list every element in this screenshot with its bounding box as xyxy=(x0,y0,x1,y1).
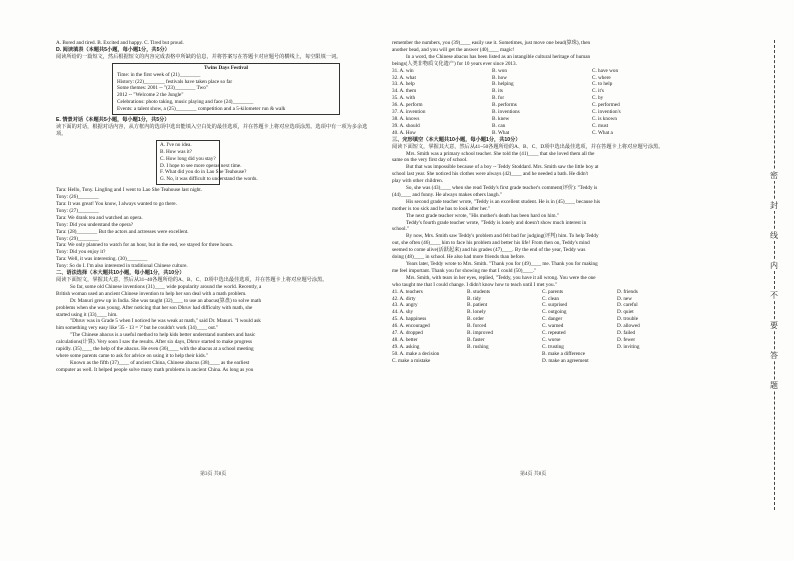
dialogue-line: Tara: Well, it was interesting. (30)________ xyxy=(56,256,148,263)
option-item: A. I've no idea. xyxy=(160,141,192,148)
dialogue-line: Tony: Did you enjoy it? xyxy=(56,249,106,256)
option-d: D. new xyxy=(617,295,632,302)
option-b: B. for xyxy=(492,95,505,102)
option-c: C. by xyxy=(592,95,604,102)
option-c: C. surprised xyxy=(542,302,568,309)
table-row: Celebrations: photo taking, music playing and face (24)________ xyxy=(117,99,254,106)
passage-line: Mrs. Smith, with tears in her eyes, replied, "Teddy, you have it all wrong. You were the one xyxy=(406,274,596,281)
option-b: B. rushing xyxy=(467,343,489,350)
option-d: D. allowed xyxy=(617,323,640,330)
table-row: History: (22)________ festivals have taken place so far xyxy=(117,78,233,85)
passage-line: same on the very first day of school. xyxy=(392,157,468,164)
option-b: B. knew xyxy=(492,115,510,122)
dialogue-line: Tony: Did you understand the opera? xyxy=(56,221,133,228)
option-c: C. is known xyxy=(592,115,617,122)
passage-line: "Dhruv was in Grade 5 when I noticed he was weak at math," said Dr. Manuri. "I would ask xyxy=(70,318,261,325)
option-a: 37. A. invention xyxy=(392,109,426,116)
option-b: B. lonely xyxy=(467,309,487,316)
passage-line: problems when she was young. After noticing that her son Dhruv had difficulty with math, she xyxy=(56,304,253,311)
section-e-heading: E. 情景对话（本题共5小题，每小题1分，共5分） xyxy=(56,117,170,124)
table-row: 2012 -- "Welcome 2 the Jungle" xyxy=(117,92,184,99)
binding-margin xyxy=(764,40,786,510)
option-row xyxy=(392,330,692,337)
right-page-footer: 第4页 共8页 xyxy=(520,472,547,477)
dialogue-line: Tara: We only planned to watch for an hour, but in the end, we stayed for three hours. xyxy=(56,242,234,249)
options-41-50 xyxy=(392,289,692,365)
option-c: C. worse xyxy=(542,336,561,343)
option-c: C. warned xyxy=(542,323,564,330)
passage-line: school." xyxy=(392,226,409,233)
options-31-40 xyxy=(392,68,692,137)
seal-char: 线 xyxy=(770,231,778,240)
dialogue-options-box xyxy=(156,140,258,185)
option-row xyxy=(392,123,692,130)
option-b: B. improved xyxy=(467,330,493,337)
option-b: B. faster xyxy=(467,336,485,343)
passage-line: So far, some old Chinese inventions (31)____ wide popularity around the world. Recently, a xyxy=(70,283,262,290)
option-item: F. What did you do in Lao She Teahouse? xyxy=(160,169,247,176)
option-d: D. inviting xyxy=(617,343,640,350)
option-a: 48. A. better xyxy=(392,336,418,343)
passage-line: where some parents came to ask for advice on using it to help their kids." xyxy=(56,352,209,359)
passage-line: Teddy's fourth grade teacher wrote, "Teddy is lonely and doesn't show much interest in xyxy=(406,219,587,226)
option-d: D. friends xyxy=(617,288,638,295)
option-row xyxy=(392,351,692,358)
option-d: D. failed xyxy=(617,330,636,337)
passage-line: Years later, Teddy wrote to Mrs. Smith. "Thank you for (49)____ me. Thank you for making xyxy=(406,261,598,267)
option-a: 41. A. teachers xyxy=(392,288,423,295)
passage-line: seemed to come alive(活跃起来) and his grades (47)____. By the end of the year, Teddy was xyxy=(392,247,586,254)
option-row xyxy=(392,323,692,330)
left-page-footer: 第3页 共8页 xyxy=(200,472,227,477)
option-a: 42. A. dirty xyxy=(392,295,416,302)
option-b: B. performs xyxy=(492,102,517,109)
passage-line: school last year. She noticed his clothes were always (42)____ and he needed a bath. He didn't xyxy=(392,171,588,178)
option-item: C. How long did you stay? xyxy=(160,155,216,162)
passage-line: another bead, and you will get the answer (40)____ magic! xyxy=(392,46,515,53)
option-a: 35. A. with xyxy=(392,95,416,102)
section-3-instructions: 阅读下面短文，掌握其大意，然后从41~50各题所给的A、B、C、D项中选出最佳选项，并在答题卡上将对应题号涂黑。 xyxy=(392,143,664,150)
option-c: C. must xyxy=(592,122,609,129)
option-row xyxy=(392,81,692,88)
option-item: B. How was it? xyxy=(160,148,192,155)
seal-char: 密 xyxy=(770,171,778,180)
option-row xyxy=(392,116,692,123)
seal-char: 答 xyxy=(770,351,778,360)
passage-line: In a word, the Chinese abacus has been listed as an intangible cultural heritage of human xyxy=(406,53,591,60)
passage-line: (44)____ and funny. He always makes others laugh." xyxy=(392,191,502,198)
option-b: B. forced xyxy=(467,323,487,330)
option-row xyxy=(392,337,692,344)
passage-line: His second grade teacher wrote, "Teddy is an excellent student. He is in (45)____ because his xyxy=(406,198,601,205)
option-row xyxy=(392,95,692,102)
option-a: 40. A. How xyxy=(392,129,416,136)
passage-line: me feel important. Thank you for showing me that I could (50)____." xyxy=(392,267,537,274)
option-b: B. inventions xyxy=(492,109,520,116)
option-a: 38. A. knows xyxy=(392,115,420,122)
option-c: C. outgoing xyxy=(542,309,567,316)
option-item: D. I hope to see more operas next time. xyxy=(160,162,242,169)
passage-line: Known as the fifth (37)____ of ancient China, Chinese abacus (38)____ as the earliest xyxy=(70,359,250,366)
option-c: C. What a xyxy=(592,129,613,136)
passage-line: "The Chinese abacus is a useful method to help kids better understand numbers and basic xyxy=(70,332,256,339)
option-a: 46. A. encouraged xyxy=(392,323,430,330)
section-e-instructions: 读下面的对话，根据对话内容，从方框内的选项中选出能填入空白处的最佳选项，并在答题卡上将对应选项涂黑。选项中有一项为多余选项。 xyxy=(56,123,368,137)
passage-line: remember the numbers, you (39)____ easily use it. Sometimes, just move one bead(算珠), then xyxy=(392,40,591,46)
passage-line: So, she was (43)____ when she read Teddy's first grade teacher's comment(评价): "Teddy is xyxy=(406,185,598,192)
option-a: 43. A. angry xyxy=(392,302,418,309)
option-row xyxy=(392,309,692,316)
dialogue-line: Tony: (26)________ xyxy=(56,194,99,201)
option-d: D. quiet xyxy=(617,309,634,316)
festival-table xyxy=(112,63,340,115)
option-c: C. to help xyxy=(592,81,613,88)
option-item: G. No, it was difficult to understand the words. xyxy=(160,176,258,183)
table-title: Twins Days Festival xyxy=(204,64,248,71)
dialogue-line: Tony: So do I. I'm also interested in traditional Chinese culture. xyxy=(56,263,188,270)
section-2-instructions: 阅读下面短文，掌握其大意，然后从31~40各题所给的A、B、C、D项中选出最佳选项，并在答题卡上将对应题号涂黑。 xyxy=(56,277,328,283)
passage-line: Dr. Manuri grew up in India. She was taught (32)____ to use an abacus(算盘) to solve math xyxy=(70,297,262,304)
table-row: Time: in the first week of (21)________ xyxy=(117,71,201,78)
option-row xyxy=(392,130,692,137)
option-a: 49. A. asking xyxy=(392,343,420,350)
option-b: B. students xyxy=(467,288,491,295)
option-b: B. What xyxy=(492,129,510,136)
passage-line: computer as well. It helped people solve many math problems in ancient China. As long as you xyxy=(56,366,254,373)
option-a: 50. A. make a decision xyxy=(392,350,440,357)
option-d: D. trouble xyxy=(617,316,639,323)
option-b: B. helping xyxy=(492,81,514,88)
option-b: B. order xyxy=(467,316,484,323)
option-b: B. make a difference xyxy=(542,350,586,357)
dialogue xyxy=(56,187,370,270)
left-column xyxy=(56,40,370,374)
option-c: C. have won xyxy=(592,67,619,74)
option-b: B. can xyxy=(492,122,506,129)
option-row xyxy=(392,88,692,95)
right-column xyxy=(392,40,692,365)
option-row xyxy=(392,302,692,309)
option-c: C. invention's xyxy=(592,109,621,116)
option-row xyxy=(392,316,692,323)
dialogue-line: Tony: (29)________ xyxy=(56,235,99,242)
option-row xyxy=(392,358,692,365)
passage-line: By now, Mrs. Smith saw Teddy's problem and felt bad for judging(评判) him. To help Teddy xyxy=(406,233,599,240)
option-a: 44. A. shy xyxy=(392,309,414,316)
seal-char: 内 xyxy=(770,261,778,270)
table-row: Some themes: 2001 -- "(23)________ Two" xyxy=(117,85,208,92)
option-c: C. make a mistake xyxy=(392,357,431,364)
option-a: 36. A. perform xyxy=(392,102,423,109)
section-2-heading: 二、语法选择（本大题共10小题，每小题1分，共10分） xyxy=(56,270,185,277)
option-a: 32. A. what xyxy=(392,74,416,81)
option-d: D. make an agreement xyxy=(542,357,589,364)
passage-line: started using it (33)____ him. xyxy=(56,311,118,318)
passage-line: play with other children. xyxy=(392,178,443,185)
option-row xyxy=(392,289,692,296)
answer-options-line: A. Bored and tired. B. Excited and happy. C. Tired but proud. xyxy=(56,40,184,46)
seal-char: 题 xyxy=(770,381,778,390)
passage-line: rapidly. (35)____ the help of the abacus. He even (36)____ with the abacus at a school meeting xyxy=(56,346,254,353)
option-a: 47. A. dropped xyxy=(392,330,423,337)
passage-line: mother is too sick and he has to look after her." xyxy=(392,205,490,212)
dialogue-line: Tony: (27)________ xyxy=(56,207,99,214)
section-3-heading: 三、完形填空（本大题共10小题，每小题1分，共10分） xyxy=(392,136,521,143)
dialogue-line: Tara: Hello, Tony. Lingling and I went to Lao She Teahouse last night. xyxy=(56,187,203,194)
table-row: Events: a talent show, a (25)________ competition and a 5-kilometer run & walk xyxy=(117,106,286,113)
seal-char: 要 xyxy=(770,321,778,330)
option-row xyxy=(392,102,692,109)
option-a: 31. A. win xyxy=(392,67,414,74)
option-c: C. repeated xyxy=(542,330,566,337)
section-d-instructions: 阅读所给的一篇短文，然后根据短文的内容完成表格中所缺的信息，并将答案写在答题卡对应题号的横线上，每空限填一词。 xyxy=(56,53,342,60)
passage-line: beings(人类非物质文化遗产) for 10 years ever since 2013. xyxy=(392,60,517,67)
option-row xyxy=(392,296,692,303)
passage-line: British woman used an ancient Chinese invention to help her son deal with a math problem. xyxy=(56,290,247,297)
option-c: C. danger xyxy=(542,316,563,323)
seal-char: 不 xyxy=(770,291,778,300)
option-a: 33. A. help xyxy=(392,81,415,88)
option-b: B. tidy xyxy=(467,295,482,302)
passage-line: But that was impossible because of a boy -- Teddy Stoddard. Mrs. Smith saw the little boy at xyxy=(406,164,599,171)
grammar-passage xyxy=(56,284,370,374)
dialogue-line: Tara: (28)________ But the actors and actresses were excellent. xyxy=(56,228,189,235)
passage-line: The next grade teacher wrote, "His mother's death has been hard on him." xyxy=(406,212,559,219)
option-a: 39. A. should xyxy=(392,122,420,129)
option-row xyxy=(392,75,692,82)
option-b: B. how xyxy=(492,74,507,81)
option-row xyxy=(392,109,692,116)
dialogue-line: Tara: It was great! You know, I always wanted to go there. xyxy=(56,201,177,208)
cloze-passage xyxy=(392,151,692,289)
option-c: C. trusting xyxy=(542,343,564,350)
passage-line: calculations(计算). Very soon I saw the results. After six days, Dhruv started to make progress xyxy=(56,339,252,346)
option-c: C. performed xyxy=(592,102,620,109)
option-c: C. where xyxy=(592,74,611,81)
option-a: 45. A. happiness xyxy=(392,316,427,323)
passage-line: Mrs. Smith was a primary school teacher. She told the (41)____ that she loved them all the xyxy=(406,150,595,157)
passage-line: who taught me that I could change. I didn't know how to teach until I met you." xyxy=(392,281,557,288)
seal-char: 封 xyxy=(770,201,778,210)
option-b: B. its xyxy=(492,88,503,95)
option-b: B. patient xyxy=(467,302,488,309)
section-d-heading: D. 阅读填表（本题共5小题，每小题1分，共5分） xyxy=(56,46,170,53)
option-d: D. careful xyxy=(617,302,638,309)
cut-line xyxy=(774,40,775,510)
passage-line: out, she often (46)____ him to face his problem and better his life! From then on, Teddy's mind xyxy=(392,240,590,247)
passage-line: doing (48)____ in school. He also had more friends than before. xyxy=(392,254,526,261)
option-row xyxy=(392,68,692,75)
option-row xyxy=(392,344,692,351)
passage-line: him something very easy like '35 - 13 = ?' but he couldn't work (34)____ out." xyxy=(56,325,219,332)
option-c: C. clean xyxy=(542,295,559,302)
option-d: D. fewer xyxy=(617,336,636,343)
option-a: 34. A. them xyxy=(392,88,417,95)
option-b: B. won xyxy=(492,67,507,74)
option-c: C. parents xyxy=(542,288,564,295)
dialogue-line: Tara: We drank tea and watched an opera. xyxy=(56,214,143,221)
option-c: C. it's xyxy=(592,88,604,95)
